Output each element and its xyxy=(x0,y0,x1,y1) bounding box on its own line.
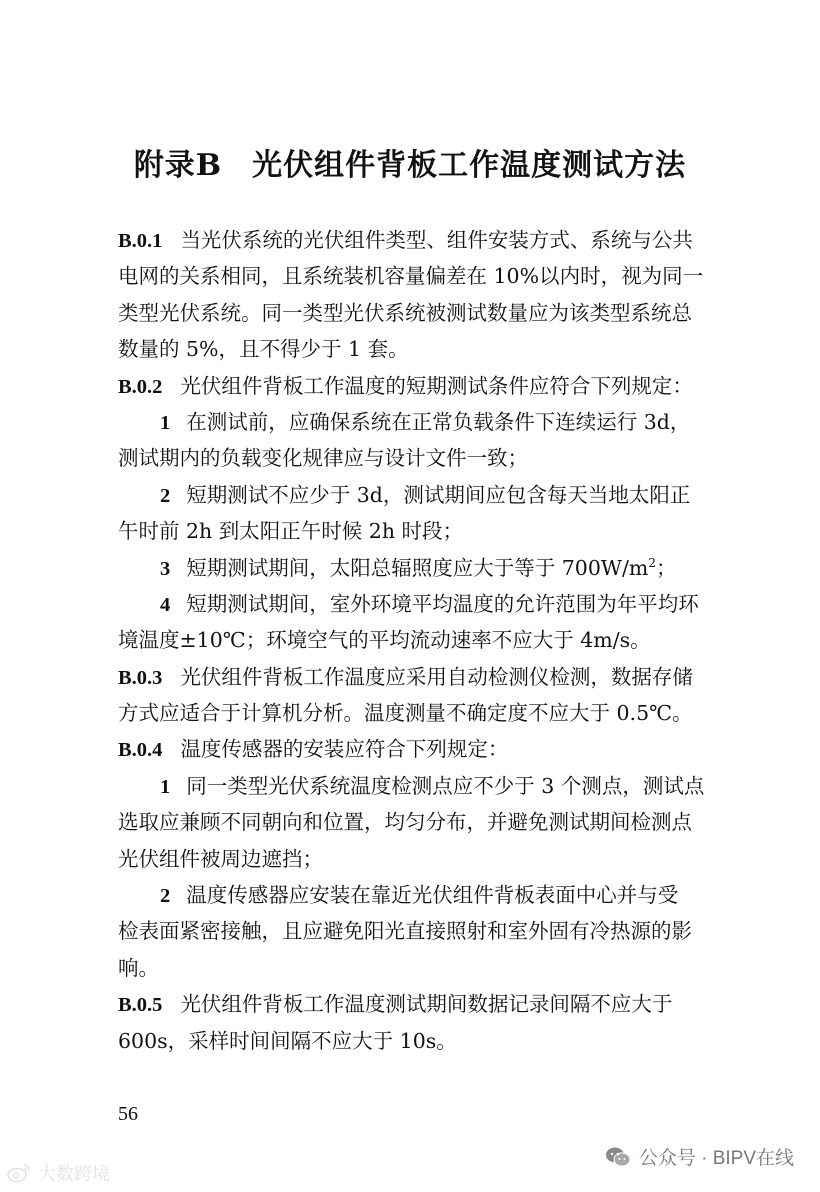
text-line xyxy=(118,1023,738,1059)
item-number: 4 xyxy=(160,593,171,616)
line-text: 600s，采样时间间隔不应大于 10s。 xyxy=(118,1028,457,1053)
line-text: 短期测试期间，太阳总辐照度应大于等于 700W/m xyxy=(186,555,649,580)
list-item-line xyxy=(118,477,738,513)
text-line xyxy=(118,258,738,294)
clause-line xyxy=(118,368,738,404)
text-line xyxy=(118,841,738,877)
line-text: 方式应适合于计算机分析。温度测量不确定度不应大于 0.5℃。 xyxy=(118,701,693,726)
item-number: 2 xyxy=(160,885,171,908)
text-line xyxy=(118,950,738,986)
text-line xyxy=(118,695,738,731)
item-number: 1 xyxy=(160,775,171,798)
line-text: 选取应兼顾不同朝向和位置，均匀分布，并避免测试期间检测点 xyxy=(118,810,692,835)
line-text: 响。 xyxy=(118,955,159,980)
line-text: 同一类型光伏系统温度检测点应不少于 3 个测点，测试点 xyxy=(186,773,705,798)
document-body xyxy=(118,222,738,1059)
line-text: 短期测试不应少于 3d，测试期间应包含每天当地太阳正 xyxy=(186,482,691,507)
line-text: 当光伏系统的光伏组件类型、组件安装方式、系统与公共 xyxy=(180,228,693,252)
line-text: 光伏组件被周边遮挡； xyxy=(118,846,323,871)
weibo-icon xyxy=(6,1162,32,1184)
line-text: 测试期内的负载变化规律应与设计文件一致； xyxy=(118,446,528,471)
text-line xyxy=(118,913,738,949)
list-item-line xyxy=(118,404,738,440)
line-text: 午时前 2h 到太阳正午时候 2h 时段； xyxy=(118,519,464,544)
item-number: 2 xyxy=(160,484,171,507)
watermark-weibo-text: 大数跨境 xyxy=(38,1164,110,1184)
clause-number: B.0.4 xyxy=(118,739,163,762)
line-text: 光伏组件背板工作温度应采用自动检测仪检测，数据存储 xyxy=(180,664,693,689)
list-item-line xyxy=(118,877,738,913)
line-text: 温度传感器的安装应符合下列规定： xyxy=(180,737,509,762)
clause-number: B.0.5 xyxy=(118,994,163,1017)
title-text: 光伏组件背板工作温度测试方法 xyxy=(252,148,687,183)
line-text-suffix: ； xyxy=(655,555,677,580)
watermark-weibo xyxy=(6,1160,110,1186)
list-item-line xyxy=(118,550,738,586)
line-text: 检表面紧密接触，且应避免阳光直接照射和室外固有冷热源的影 xyxy=(118,919,692,944)
item-number: 1 xyxy=(160,411,171,434)
line-text: 短期测试期间，室外环境平均温度的允许范围为年平均环 xyxy=(186,591,699,616)
text-line xyxy=(118,513,738,549)
page-title xyxy=(0,140,820,184)
line-text: 在测试前，应确保系统在正常负载条件下连续运行 3d， xyxy=(186,409,691,434)
list-item-line xyxy=(118,586,738,622)
superscript: 2 xyxy=(648,555,656,570)
line-text: 光伏组件背板工作温度的短期测试条件应符合下列规定： xyxy=(180,373,693,398)
title-appendix-label: 附录B xyxy=(133,148,223,183)
clause-number: B.0.3 xyxy=(118,666,163,689)
watermark-wechat-text: 公众号 · BIPV在线 xyxy=(638,1148,794,1169)
line-text: 数量的 5%，且不得少于 1 套。 xyxy=(118,337,409,362)
text-line xyxy=(118,622,738,658)
line-text: 境温度±10℃；环境空气的平均流动速率不应大于 4m/s。 xyxy=(118,628,651,653)
text-line xyxy=(118,331,738,367)
watermark-wechat xyxy=(605,1143,794,1170)
page-number: 56 xyxy=(118,1103,138,1125)
item-number: 3 xyxy=(160,557,171,580)
line-text: 光伏组件背板工作温度测试期间数据记录间隔不应大于 xyxy=(180,992,673,1017)
clause-number: B.0.1 xyxy=(118,230,163,252)
text-line xyxy=(118,804,738,840)
line-text: 电网的关系相同，且系统装机容量偏差在 10%以内时，视为同一 xyxy=(118,264,704,289)
clause-line xyxy=(118,659,738,695)
wechat-icon xyxy=(605,1146,631,1168)
clause-line xyxy=(118,222,738,258)
text-line xyxy=(118,440,738,476)
line-text: 类型光伏系统。同一类型光伏系统被测试数量应为该类型系统总 xyxy=(118,300,692,325)
list-item-line xyxy=(118,768,738,804)
line-text: 温度传感器应安装在靠近光伏组件背板表面中心并与受 xyxy=(186,883,679,908)
text-line xyxy=(118,295,738,331)
clause-line xyxy=(118,731,738,767)
clause-number: B.0.2 xyxy=(118,375,163,398)
clause-line xyxy=(118,986,738,1022)
